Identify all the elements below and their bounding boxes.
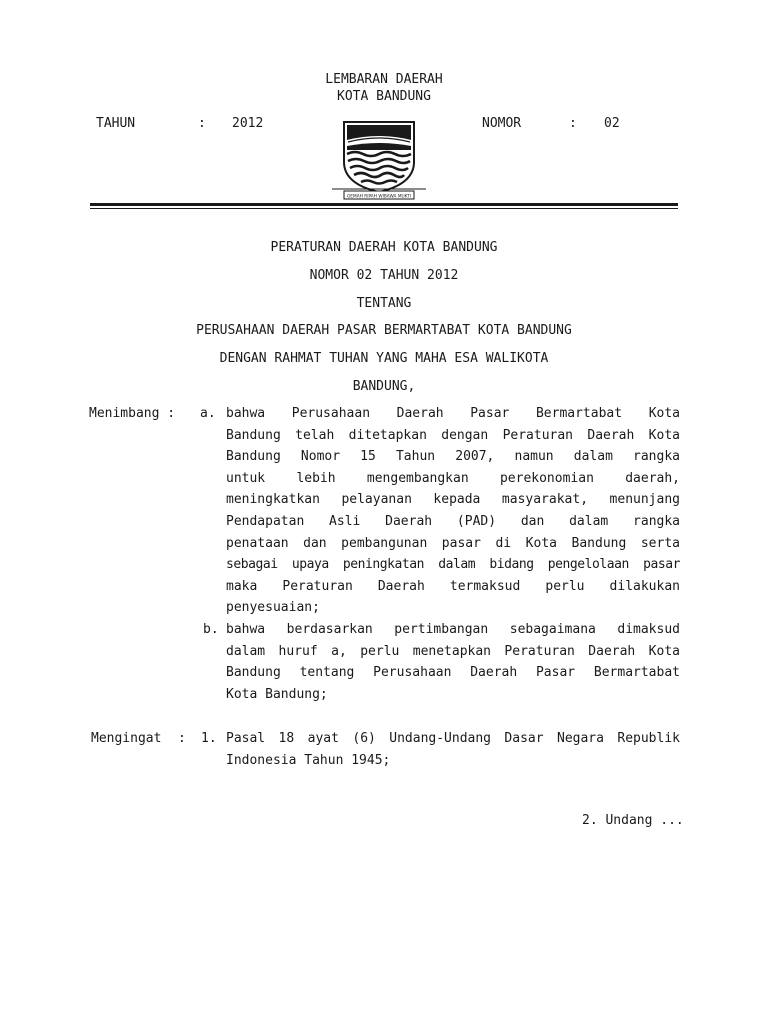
paragraph-line: bahwa Perusahaan Daerah Pasar Bermartabat Kota [226,406,680,421]
paragraph-line: dalam huruf a, perlu menetapkan Peraturan Daerah Kota [226,643,680,659]
title-line-5: DENGAN RAHMAT TUHAN YANG MAHA ESA WALIKOTA [219,351,549,366]
title-line-6: BANDUNG, [352,379,416,394]
paragraph-line: Bandung Nomor 15 Tahun 2007, namun dalam rangka [226,449,680,465]
nomor-label: NOMOR [482,116,522,131]
header-rule-thin [90,208,678,209]
title-line-4: PERUSAHAAN DAERAH PASAR BERMARTABAT KOTA BANDUNG [196,323,572,338]
paragraph-line: penataan dan pembangunan pasar di Kota Bandung serta [226,535,680,551]
paragraph-line: bahwa berdasarkan pertimbangan sebagaimana dimaksud [226,622,680,637]
paragraph-line: Kota Bandung; [226,686,328,702]
paragraph-line: penyesuaian; [226,600,320,616]
menimbang-item-a-marker: a. [200,406,216,421]
paragraph-line: meningkatkan pelayanan kepada masyarakat, menunjang [226,492,680,508]
page-continuation: 2. Undang ... [582,813,684,828]
mengingat-item-1 [226,728,680,771]
nomor-value: 02 [604,116,620,131]
paragraph-line: Bandung tentang Perusahaan Daerah Pasar Bermartabat [226,665,680,681]
paragraph-line: untuk lebih mengembangkan perekonomian daerah, [226,470,680,486]
title-line-1: PERATURAN DAERAH KOTA BANDUNG [270,240,498,255]
header-line-2: KOTA BANDUNG [337,89,431,104]
mengingat-colon: : [178,731,186,746]
title-line-2: NOMOR 02 TAHUN 2012 [309,268,459,283]
menimbang-item-b [226,619,680,705]
paragraph-line: sebagai upaya peningkatan dalam bidang pengelolaan pasar [226,557,680,573]
mengingat-label: Mengingat [91,731,162,746]
city-emblem-icon [330,118,428,202]
menimbang-label: Menimbang : [89,406,176,421]
menimbang-item-a [226,403,680,619]
mengingat-item-1-marker: 1. [201,731,217,746]
tahun-value: 2012 [232,116,264,131]
paragraph-line: Pasal 18 ayat (6) Undang-Undang Dasar Negara Republik [226,731,680,746]
tahun-colon: : [198,116,206,131]
nomor-colon: : [569,116,577,131]
header-line-1: LEMBARAN DAERAH [325,72,443,87]
title-line-3: TENTANG [356,296,412,311]
header-rule-thick [90,203,678,206]
menimbang-item-b-marker: b. [203,622,219,637]
paragraph-line: maka Peraturan Daerah termaksud perlu dilakukan [226,578,680,594]
paragraph-line: Indonesia Tahun 1945; [226,752,391,768]
tahun-label: TAHUN [96,116,136,131]
paragraph-line: Pendapatan Asli Daerah (PAD) dan dalam rangka [226,513,680,529]
paragraph-line: Bandung telah ditetapkan dengan Peraturan Daerah Kota [226,427,680,443]
emblem-motto: GEMAH RIPAH WIBAWA MUKTI [346,194,412,200]
